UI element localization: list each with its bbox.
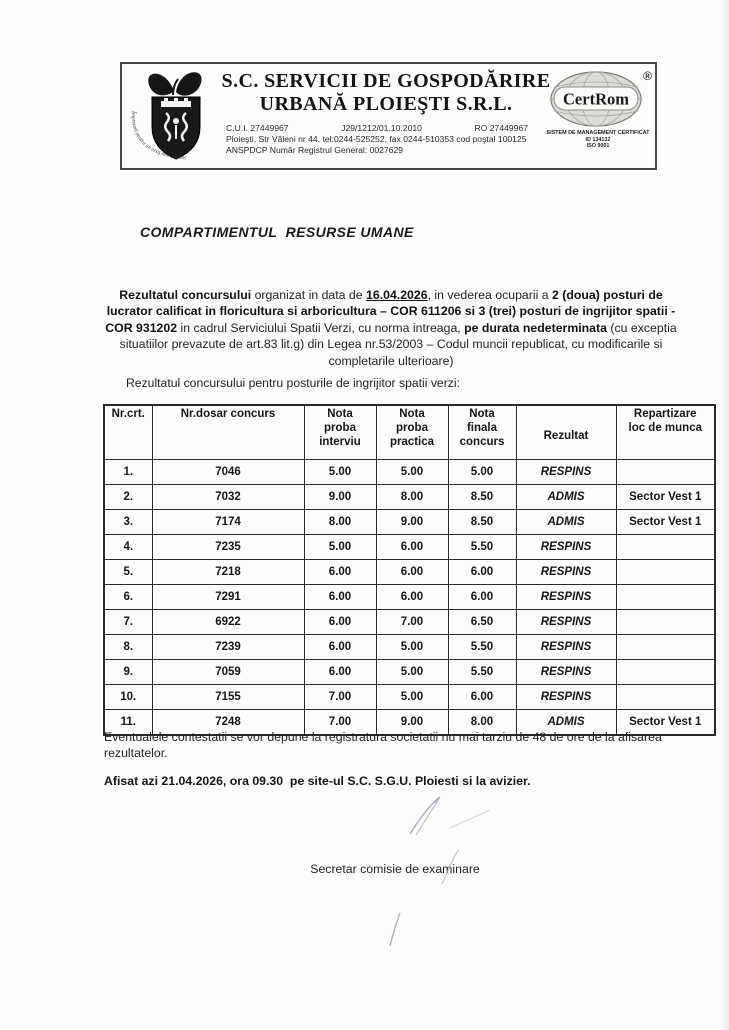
cell-nota-practica: 5.00 [376, 660, 448, 685]
table-row [104, 485, 715, 510]
cell-dosar-number: 7248 [152, 710, 304, 736]
cell-nota-finala: 6.00 [448, 685, 516, 710]
letterhead-box [120, 62, 657, 170]
company-name-line1: S.C. SERVICII DE GOSPODĂRIRE [221, 70, 551, 92]
cell-nota-practica: 5.00 [376, 460, 448, 485]
cell-nota-interviu: 8.00 [304, 510, 376, 535]
table-row [104, 585, 715, 610]
cell-repartizare [616, 560, 715, 585]
cell-nota-finala: 5.50 [448, 535, 516, 560]
cell-nota-practica: 7.00 [376, 610, 448, 635]
cell-nota-finala: 6.50 [448, 610, 516, 635]
cell-nota-finala: 6.00 [448, 560, 516, 585]
table-row [104, 685, 715, 710]
cell-row-number: 3. [104, 510, 152, 535]
cell-nota-interviu: 6.00 [304, 635, 376, 660]
cell-nota-practica: 6.00 [376, 585, 448, 610]
cell-row-number: 11. [104, 710, 152, 736]
cell-nota-interviu: 9.00 [304, 485, 376, 510]
logo-motto: Împreună pentru un oraş mai frumos [129, 110, 187, 162]
cell-nota-finala: 5.50 [448, 660, 516, 685]
company-name-line2: URBANĂ PLOIEŞTI S.R.L. [259, 93, 513, 115]
cell-nota-interviu: 6.00 [304, 660, 376, 685]
cell-rezultat: RESPINS [516, 685, 616, 710]
cell-rezultat: ADMIS [516, 710, 616, 736]
cell-dosar-number: 7239 [152, 635, 304, 660]
certrom-globe-icon [548, 69, 648, 129]
intro-span: (cu exceptia situatiilor prevazute de art.83 lit.g) din Legea nr.53/2003 – Codul muncii republicat, cu modificarile si completarile ulterioare) [119, 320, 677, 368]
registry-row [226, 123, 528, 134]
department-title: COMPARTIMENTUL RESURSE UMANE [140, 224, 414, 240]
cell-rezultat: RESPINS [516, 535, 616, 560]
intro-span: , in vederea ocuparii a [427, 288, 552, 302]
intro-paragraph [100, 287, 682, 369]
cell-nota-interviu: 5.00 [304, 460, 376, 485]
cui-value: C.U.I. 27449967 [226, 123, 289, 133]
cell-repartizare: Sector Vest 1 [616, 510, 715, 535]
header-row [104, 405, 715, 460]
cell-dosar-number: 7046 [152, 460, 304, 485]
cell-repartizare [616, 585, 715, 610]
cell-nota-finala: 8.50 [448, 510, 516, 535]
contestation-note: Eventualele contestatii se vor depune la registratura societatii nu mai tarziu de 48 de ore de la afisarea rezultatelor. [104, 730, 662, 761]
cell-nota-interviu: 6.00 [304, 560, 376, 585]
pen-mark-icon [436, 846, 464, 888]
cell-nota-practica: 6.00 [376, 535, 448, 560]
company-crest-logo [128, 65, 224, 166]
crest-icon [128, 65, 224, 166]
cell-dosar-number: 7235 [152, 535, 304, 560]
cell-nota-finala: 5.00 [448, 460, 516, 485]
cell-nota-finala: 8.00 [448, 710, 516, 736]
cell-row-number: 2. [104, 485, 152, 510]
cell-row-number: 10. [104, 685, 152, 710]
cell-nota-interviu: 7.00 [304, 710, 376, 736]
column-header: Nota proba interviu [304, 405, 376, 460]
table-row [104, 510, 715, 535]
intro-span: 2 (doua) posturi de lucrator calificat in floricultura si arboricultura – COR 611206 si 3 (trei) posturi de ingrijitor spatii - COR 931202 [105, 288, 676, 335]
posting-note: Afisat azi 21.04.2026, ora 09.30 pe site-ul S.C. S.G.U. Ploiesti si la avizier. [104, 774, 531, 788]
cell-row-number: 7. [104, 610, 152, 635]
cell-nota-interviu: 6.00 [304, 610, 376, 635]
cell-nota-practica: 5.00 [376, 635, 448, 660]
column-header: Nota finala concurs [448, 405, 516, 460]
cell-nota-practica: 5.00 [376, 685, 448, 710]
cell-nota-practica: 6.00 [376, 560, 448, 585]
cell-nota-interviu: 7.00 [304, 685, 376, 710]
results-table-wrap [103, 404, 716, 736]
cell-nota-finala: 8.50 [448, 485, 516, 510]
cell-repartizare [616, 535, 715, 560]
cell-row-number: 8. [104, 635, 152, 660]
cell-rezultat: RESPINS [516, 585, 616, 610]
signature-stroke-icon [398, 792, 508, 842]
cell-nota-interviu: 5.00 [304, 535, 376, 560]
company-address: Ploieşti, Str Văleni nr 44, tel:0244-525252, fax 0244-510353 cod poştal 100125 [226, 134, 527, 144]
intro-span: organizat in data de [251, 288, 367, 302]
cell-row-number: 1. [104, 460, 152, 485]
intro-span: 16.04.2026 [366, 288, 428, 302]
cell-repartizare [616, 635, 715, 660]
cell-rezultat: RESPINS [516, 635, 616, 660]
column-header: Nr.crt. [104, 405, 152, 460]
certrom-line2: ID 134132 [585, 136, 611, 143]
certrom-text [544, 130, 652, 150]
column-header: Nota proba practica [376, 405, 448, 460]
intro-span: in cadrul Serviciului Spatii Verzi, cu norma intreaga, [177, 320, 465, 335]
registered-trademark-icon: ® [643, 69, 652, 83]
cell-rezultat: RESPINS [516, 610, 616, 635]
cell-rezultat: ADMIS [516, 485, 616, 510]
certrom-badge [544, 67, 652, 150]
pen-slash-icon [384, 910, 406, 950]
cell-row-number: 9. [104, 660, 152, 685]
certrom-line3: ISO 9001 [586, 143, 610, 149]
cell-dosar-number: 7218 [152, 560, 304, 585]
table-row [104, 560, 715, 585]
cell-nota-practica: 9.00 [376, 510, 448, 535]
column-header: Rezultat [516, 405, 616, 460]
cell-dosar-number: 7291 [152, 585, 304, 610]
table-row [104, 535, 715, 560]
cell-row-number: 5. [104, 560, 152, 585]
table-row [104, 635, 715, 660]
cell-dosar-number: 7032 [152, 485, 304, 510]
column-header: Repartizare loc de munca [616, 405, 715, 460]
table-row [104, 660, 715, 685]
cell-nota-finala: 6.00 [448, 585, 516, 610]
cell-nota-practica: 9.00 [376, 710, 448, 736]
certrom-line1: SISTEM DE MANAGEMENT CERTIFICAT [546, 130, 650, 136]
signature-label: Secretar comisie de examinare [310, 862, 480, 876]
cell-repartizare [616, 610, 715, 635]
results-table [103, 404, 716, 736]
intro-span: pe durata nedeterminata [464, 320, 607, 335]
cell-repartizare: Sector Vest 1 [616, 485, 715, 510]
cell-repartizare [616, 685, 715, 710]
cell-rezultat: RESPINS [516, 460, 616, 485]
cell-dosar-number: 7174 [152, 510, 304, 535]
cell-dosar-number: 6922 [152, 610, 304, 635]
column-header: Nr.dosar concurs [152, 405, 304, 460]
cell-row-number: 6. [104, 585, 152, 610]
cell-rezultat: ADMIS [516, 510, 616, 535]
cell-row-number: 4. [104, 535, 152, 560]
cell-repartizare [616, 460, 715, 485]
cell-dosar-number: 7155 [152, 685, 304, 710]
company-info [226, 123, 556, 156]
cell-dosar-number: 7059 [152, 660, 304, 685]
cell-repartizare: Sector Vest 1 [616, 710, 715, 736]
scan-edge-shadow [721, 0, 729, 1030]
cell-nota-interviu: 6.00 [304, 585, 376, 610]
intro-span: Rezultatul concursului [119, 288, 252, 302]
table-row [104, 610, 715, 635]
table-row [104, 460, 715, 485]
cell-nota-finala: 5.50 [448, 635, 516, 660]
anspdcp-number: ANSPDCP Număr Registrul General: 0027629 [226, 145, 404, 155]
registry-number: J29/1212/01.10.2010 [341, 123, 422, 133]
certrom-name: CertRom [563, 89, 629, 109]
table-caption: Rezultatul concursului pentru posturile de ingrijitor spatii verzi: [126, 376, 460, 390]
cell-repartizare [616, 660, 715, 685]
ro-code: RO 27449967 [474, 123, 528, 133]
company-title [218, 70, 554, 116]
cell-rezultat: RESPINS [516, 660, 616, 685]
cell-rezultat: RESPINS [516, 560, 616, 585]
cell-nota-practica: 8.00 [376, 485, 448, 510]
